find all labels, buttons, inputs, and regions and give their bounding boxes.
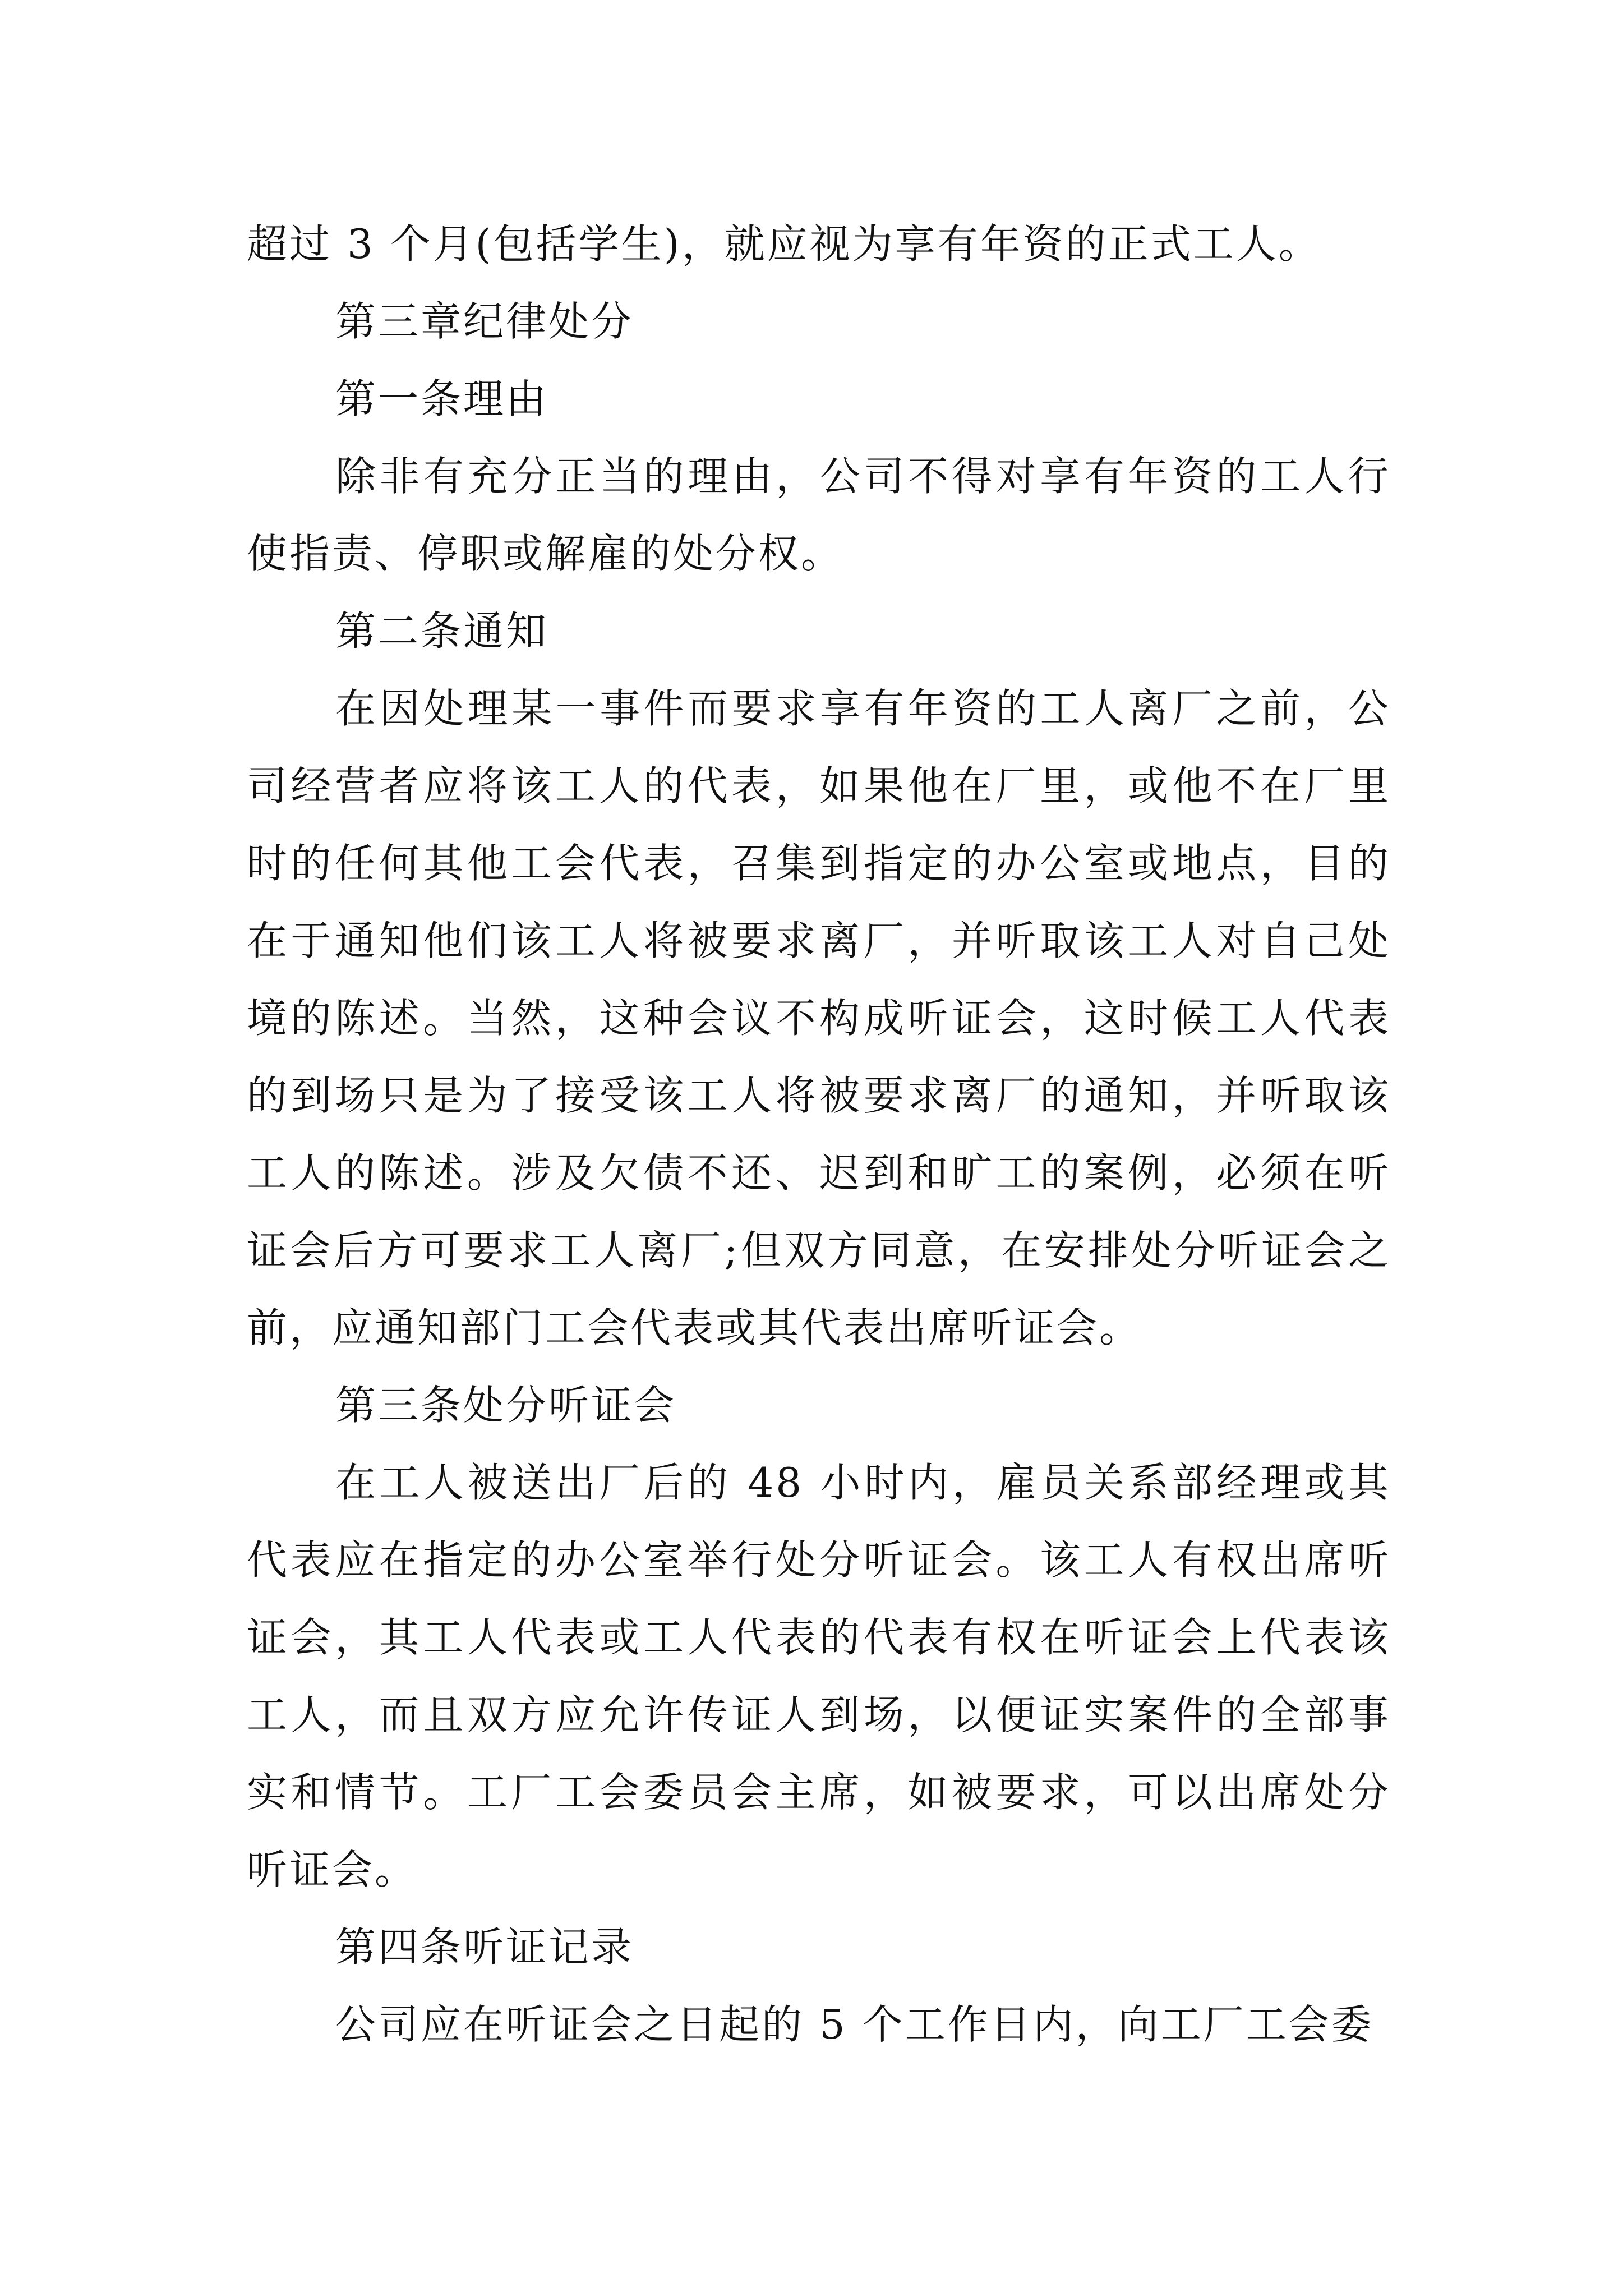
article-3-body: 在工人被送出厂后的 48 小时内，雇员关系部经理或其代表应在指定的办公室举行处分听证会。该工人有权出席听证会，其工人代表或工人代表的代表有权在听证会上代表该工人，而且双方应允许传证人到场，以便证实案件的全部事实和情节。工厂工会委员会主席，如被要求，可以出席处分听证会。 [247, 1459, 1391, 1893]
article-2-body: 在因处理某一事件而要求享有年资的工人离厂之前，公司经营者应将该工人的代表，如果他在厂里，或他不在厂里时的任何其他工会代表，召集到指定的办公室或地点，目的在于通知他们该工人将被要求离厂，并听取该工人对自己处境的陈述。当然，这种会议不构成听证会，这时候工人代表的到场只是为了接受该工人将被要求离厂的通知，并听取该工人的陈述。涉及欠债不还、迟到和旷工的案例，必须在听证会后方可要求工人离厂;但双方同意，在安排处分听证会之前，应通知部门工会代表或其代表出席听证会。 [247, 685, 1391, 1351]
article-4-body: 公司应在听证会之日起的 5 个工作日内，向工厂工会委 [335, 2001, 1374, 2048]
article-heading-3: 第三条处分听证会 [335, 1382, 677, 1429]
document-body [247, 205, 1391, 2063]
paragraph-continuation: 超过 3 个月(包括学生)，就应视为享有年资的正式工人。 [247, 220, 1321, 268]
article-heading-2: 第二条通知 [335, 608, 549, 655]
article-heading-1: 第一条理由 [335, 375, 549, 422]
article-heading-4: 第四条听证记录 [335, 1924, 634, 1971]
article-1-body: 除非有充分正当的理由，公司不得对享有年资的工人行使指责、停职或解雇的处分权。 [247, 453, 1391, 577]
chapter-heading: 第三章纪律处分 [335, 298, 634, 345]
